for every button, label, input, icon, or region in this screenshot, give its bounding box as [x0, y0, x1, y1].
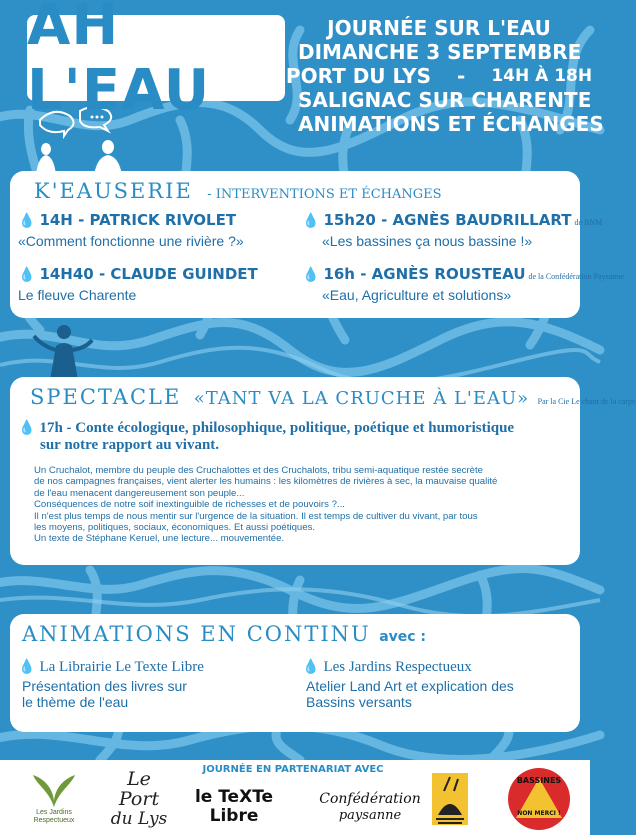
desc-line: Il n'est plus temps de nous mentir sur l'urgence de la situation. Il est temps de cultiver du vivant, par tous [34, 510, 478, 522]
talk-2 [302, 211, 602, 249]
water-drop-icon: 💧 [302, 212, 320, 228]
desc-line: Un Cruchalot, membre du peuple des Cruchalottes et des Cruchalots, tribu semi-aquatique restée secrète [34, 465, 484, 476]
talk-1-text: «Comment fonctionne une rivière ?» [18, 233, 244, 249]
kauserie-heading [34, 179, 442, 203]
spectacle-description [34, 465, 497, 545]
talk-3-speaker: 14H40 - CLAUDE GUINDET [39, 265, 258, 283]
bassines-non-merci-logo [502, 766, 576, 832]
water-drop-icon: 💧 [18, 658, 36, 674]
event-info [285, 16, 604, 136]
spectacle-title: SPECTACLE [30, 385, 182, 409]
water-drop-icon: 💧 [18, 419, 36, 435]
animations-with: avec : [379, 629, 427, 645]
talk-1-speaker: 14H - PATRICK RIVOLET [39, 211, 237, 229]
talk-2-speaker: 15h20 - AGNÈS BAUDRILLART [323, 211, 572, 229]
port-logo-line-1: Le Port [118, 768, 160, 810]
desc-line: Conséquences de notre soif inextinguible de richesses et de pouvoirs ?... [34, 499, 345, 511]
desc-line: Un texte de Stéphane Keruel, une lecture... mouvementée. [34, 533, 285, 545]
desc-line: les moyens, politiques, sociaux, économiques. Et aussi poétiques. [34, 522, 316, 534]
spectacle-company: Par la Cie Le chant de la carpe [537, 397, 636, 406]
event-title: AH L'EAU [27, 0, 211, 123]
animation-1-desc-1: Présentation des livres sur [22, 678, 187, 694]
leaf-icon [29, 771, 79, 809]
animation-1-name: La Librairie Le Texte Libre [39, 659, 204, 675]
animation-2-desc-1: Atelier Land Art et explication des [306, 678, 514, 694]
water-drop-icon: 💧 [18, 212, 36, 228]
spectacle-show: «TANT VA LA CRUCHE À L'EAU» [193, 388, 530, 409]
kauserie-subtitle: - INTERVENTIONS ET ÉCHANGES [207, 187, 442, 202]
event-title-box [27, 0, 285, 123]
talk-4-speaker: 16h - AGNÈS ROUSTEAU [323, 265, 526, 283]
port-du-lys-logo [104, 768, 174, 830]
animation-2-name: Les Jardins Respectueux [323, 659, 472, 675]
event-activities: ANIMATIONS ET ÉCHANGES [298, 112, 604, 136]
desc-line: de nos campagnes françaises, vient alerter les humains : les kilomètres de rivières à sec, la mauvaise qualité [34, 476, 498, 488]
talk-4-org: de la Confédération Paysanne [528, 272, 624, 281]
kauserie-title: K'EAUSERIE [34, 179, 193, 203]
animations-panel [10, 614, 580, 732]
talk-4-text: «Eau, Agriculture et solutions» [322, 287, 512, 303]
texte-logo-line-1: le TeXTe [194, 787, 274, 807]
partner-title: JOURNÉE EN PARTENARIAT AVEC [202, 764, 384, 775]
animations-heading [22, 622, 426, 646]
animation-1-desc-2: le thème de l'eau [22, 694, 129, 710]
event-dash: - [457, 64, 466, 88]
spectacle-time-line-2: sur notre rapport au vivant. [40, 437, 220, 453]
spectacle-time [18, 419, 514, 437]
event-town: SALIGNAC SUR CHARENTE [298, 88, 592, 112]
event-time: 14H À 18H [491, 66, 593, 86]
event-line-1: JOURNÉE SUR L'EAU [327, 16, 551, 40]
conf-logo-line-2: paysanne [338, 807, 402, 823]
spectacle-heading [30, 385, 636, 409]
conf-logo-line-1: Confédération [319, 790, 421, 807]
event-place: PORT DU LYS [285, 64, 432, 88]
port-logo-line-2: du Lys [110, 809, 168, 829]
talk-3 [18, 265, 258, 303]
talk-2-org: de BNM [574, 218, 603, 227]
bassines-logo-text-2: NON MERCI ! [517, 810, 561, 817]
talk-3-text: Le fleuve Charente [18, 287, 137, 303]
water-drop-icon: 💧 [302, 658, 320, 674]
talk-4 [302, 265, 624, 303]
jardins-logo-text: Les Jardins Respectueux [33, 809, 75, 824]
animations-title: ANIMATIONS EN CONTINU [22, 622, 371, 646]
kauserie-panel [10, 171, 624, 318]
event-date: DIMANCHE 3 SEPTEMBRE [298, 40, 582, 64]
partners-footer [0, 760, 590, 835]
talk-1 [18, 211, 244, 249]
sunrise-icon [430, 771, 470, 827]
confederation-paysanne-logo [318, 784, 422, 830]
storyteller-icon [28, 322, 94, 380]
animation-1 [18, 658, 204, 710]
talk-2-text: «Les bassines ça nous bassine !» [322, 233, 533, 249]
animation-2 [302, 658, 514, 710]
spectacle-time-line: 17h - Conte écologique, philosophique, politique, poétique et humoristique [39, 420, 515, 436]
bassines-logo-text-1: BASSINES [516, 776, 562, 785]
water-drop-icon: 💧 [18, 266, 36, 282]
jardins-respectueux-logo [18, 766, 90, 830]
water-drop-icon: 💧 [302, 266, 320, 282]
spectacle-panel [10, 377, 636, 565]
texte-logo-line-2: Libre [209, 806, 259, 826]
desc-line: de l'eau menacent dangereusement son peuple... [34, 487, 245, 499]
animation-2-desc-2: Bassins versants [306, 694, 412, 710]
texte-libre-logo [190, 782, 278, 832]
sun-logo [428, 770, 472, 828]
event-place-time [285, 64, 593, 88]
